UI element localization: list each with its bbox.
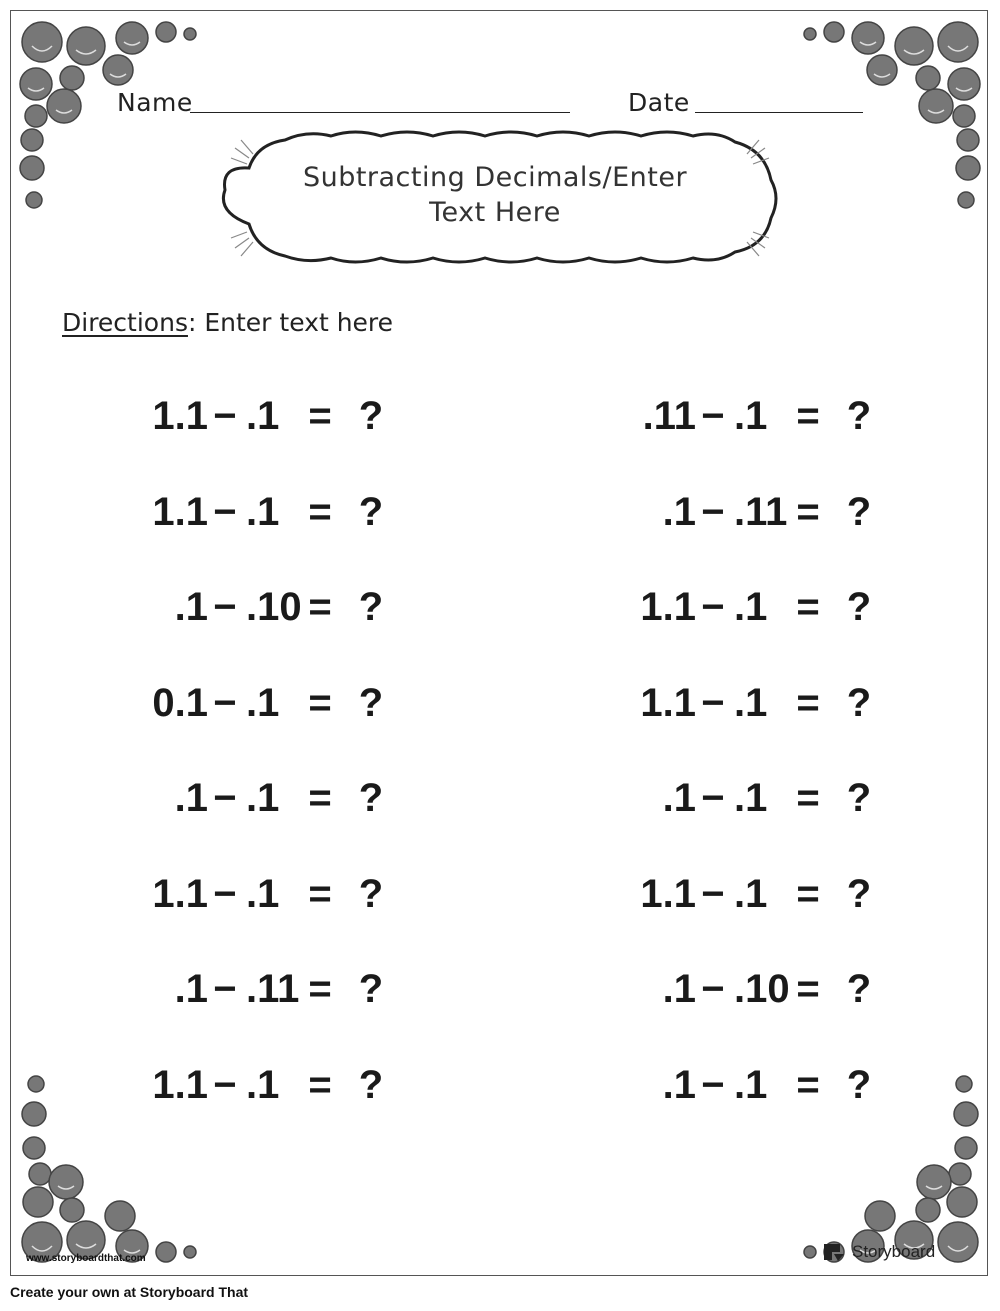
- equals-sign: =: [308, 490, 332, 534]
- subtrahend: .1: [246, 872, 280, 916]
- answer-placeholder[interactable]: ?: [358, 394, 384, 438]
- equals-sign: =: [308, 394, 332, 438]
- equals-sign: =: [796, 776, 820, 820]
- minuend: .1: [174, 967, 208, 1011]
- minus-sign: −: [213, 490, 237, 534]
- minuend: .1: [662, 1063, 696, 1107]
- minus-sign: −: [213, 967, 237, 1011]
- equals-sign: =: [796, 394, 820, 438]
- subtrahend: .1: [246, 1063, 280, 1107]
- subtrahend: .10: [734, 967, 790, 1011]
- minuend: 0.1: [152, 681, 208, 725]
- minuend: .1: [174, 585, 208, 629]
- subtrahend: .1: [734, 872, 768, 916]
- minus-sign: −: [701, 967, 725, 1011]
- watermark-brand: Storyboard: [852, 1242, 936, 1261]
- answer-placeholder[interactable]: ?: [358, 585, 384, 629]
- equals-sign: =: [308, 1063, 332, 1107]
- subtrahend: .1: [734, 1063, 768, 1107]
- answer-placeholder[interactable]: ?: [358, 872, 384, 916]
- watermark-url: www.storyboardthat.com: [26, 1253, 146, 1264]
- subtrahend: .10: [246, 585, 302, 629]
- minus-sign: −: [701, 585, 725, 629]
- answer-placeholder[interactable]: ?: [846, 490, 872, 534]
- footer-text: Create your own at Storyboard That: [10, 1284, 249, 1300]
- minuend: .1: [174, 776, 208, 820]
- answer-placeholder[interactable]: ?: [846, 776, 872, 820]
- subtrahend: .11: [246, 967, 300, 1011]
- worksheet-title: [260, 160, 730, 230]
- subtrahend: .1: [734, 394, 768, 438]
- equals-sign: =: [308, 967, 332, 1011]
- equals-sign: =: [796, 872, 820, 916]
- answer-placeholder[interactable]: ?: [846, 681, 872, 725]
- directions-separator: :: [187, 308, 197, 337]
- directions-label: Directions: [62, 308, 188, 337]
- equals-sign: =: [308, 872, 332, 916]
- directions: [62, 308, 393, 337]
- minus-sign: −: [701, 1063, 725, 1107]
- subtrahend: .1: [246, 490, 280, 534]
- answer-placeholder[interactable]: ?: [846, 872, 872, 916]
- minus-sign: −: [701, 776, 725, 820]
- subtrahend: .1: [246, 394, 280, 438]
- minus-sign: −: [213, 776, 237, 820]
- equals-sign: =: [796, 490, 820, 534]
- minus-sign: −: [701, 394, 725, 438]
- date-label: Date: [628, 88, 690, 117]
- equals-sign: =: [796, 1063, 820, 1107]
- answer-placeholder[interactable]: ?: [846, 1063, 872, 1107]
- answer-placeholder[interactable]: ?: [358, 776, 384, 820]
- minus-sign: −: [213, 681, 237, 725]
- date-line[interactable]: [695, 112, 863, 113]
- answer-placeholder[interactable]: ?: [846, 394, 872, 438]
- subtrahend: .1: [246, 776, 280, 820]
- subtrahend: .11: [734, 490, 788, 534]
- title-line-2: Text Here: [429, 197, 561, 228]
- answer-placeholder[interactable]: ?: [358, 967, 384, 1011]
- answer-placeholder[interactable]: ?: [846, 967, 872, 1011]
- minus-sign: −: [213, 394, 237, 438]
- minuend: 1.1: [152, 872, 208, 916]
- minus-sign: −: [213, 585, 237, 629]
- subtrahend: .1: [734, 776, 768, 820]
- minus-sign: −: [701, 872, 725, 916]
- minuend: 1.1: [152, 394, 208, 438]
- minus-sign: −: [701, 681, 725, 725]
- minuend: 1.1: [640, 872, 696, 916]
- emoji-cluster-top-right: [786, 14, 986, 214]
- equals-sign: =: [308, 681, 332, 725]
- minuend: 1.1: [640, 681, 696, 725]
- answer-placeholder[interactable]: ?: [358, 681, 384, 725]
- equals-sign: =: [796, 967, 820, 1011]
- minuend: 1.1: [640, 585, 696, 629]
- minuend: .1: [662, 490, 696, 534]
- equals-sign: =: [796, 585, 820, 629]
- minuend: .11: [642, 394, 696, 438]
- equals-sign: =: [308, 776, 332, 820]
- equals-sign: =: [308, 585, 332, 629]
- subtrahend: .1: [734, 585, 768, 629]
- minuend: 1.1: [152, 490, 208, 534]
- name-line[interactable]: [190, 112, 570, 113]
- title-line-1: Subtracting Decimals/Enter: [302, 162, 688, 193]
- minuend: 1.1: [152, 1063, 208, 1107]
- minuend: .1: [662, 776, 696, 820]
- subtrahend: .1: [246, 681, 280, 725]
- name-label: Name: [117, 88, 193, 117]
- subtrahend: .1: [734, 681, 768, 725]
- minus-sign: −: [701, 490, 725, 534]
- minuend: .1: [662, 967, 696, 1011]
- directions-text: Enter text here: [196, 308, 394, 337]
- storyboard-logo-icon: [822, 1242, 846, 1262]
- answer-placeholder[interactable]: ?: [358, 1063, 384, 1107]
- equals-sign: =: [796, 681, 820, 725]
- minus-sign: −: [213, 1063, 237, 1107]
- answer-placeholder[interactable]: ?: [846, 585, 872, 629]
- minus-sign: −: [213, 872, 237, 916]
- answer-placeholder[interactable]: ?: [358, 490, 384, 534]
